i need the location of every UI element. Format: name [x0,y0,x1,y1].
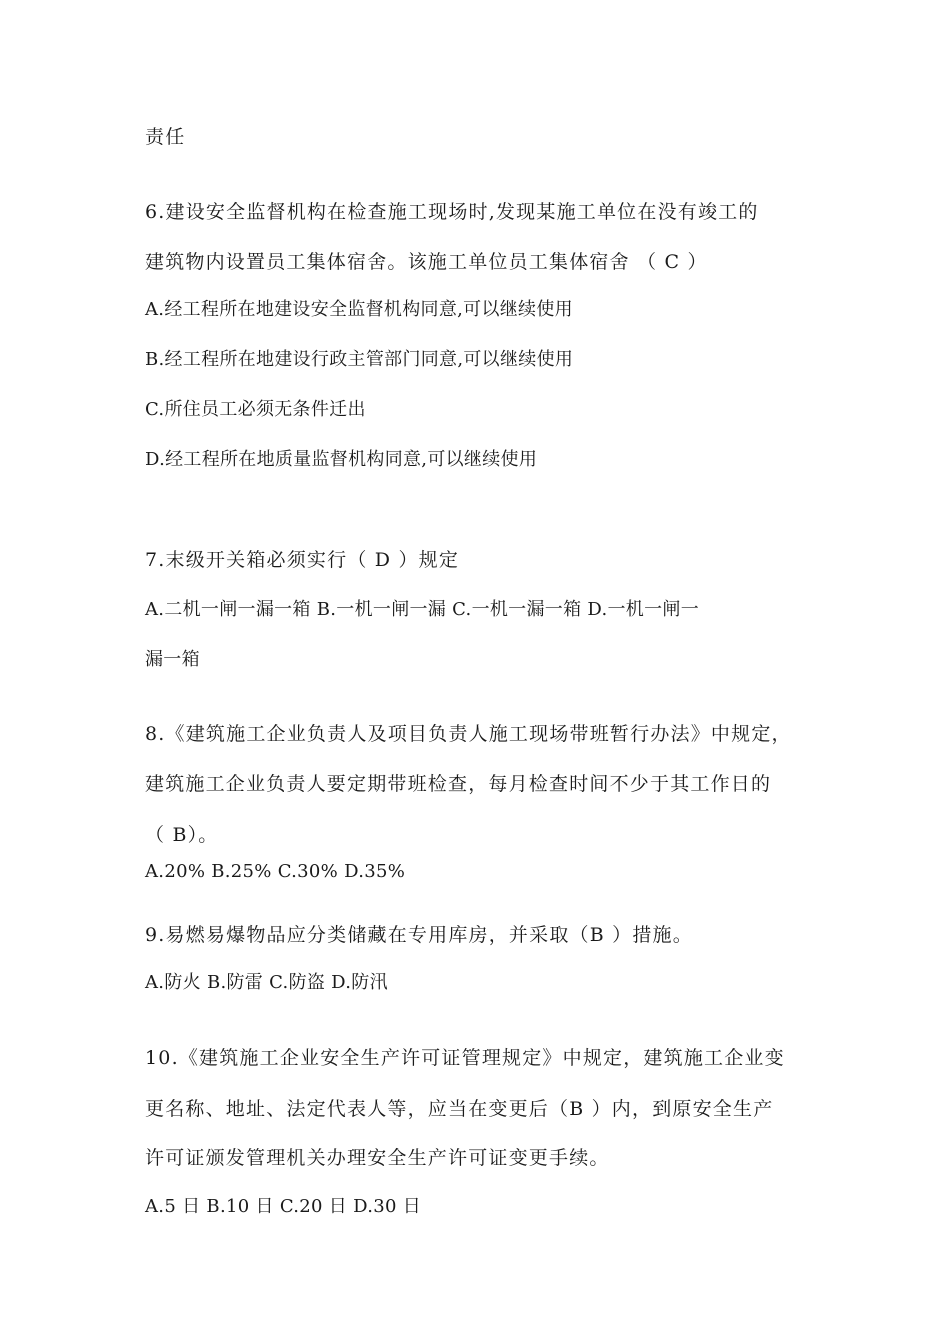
q10-line-3: 许可证颁发管理机关办理安全生产许可证变更手续。 [145,1147,610,1169]
continuation-text: 责任 [145,126,186,148]
q6-option-b: B.经工程所在地建设行政主管部门同意,可以继续使用 [145,349,574,370]
q7-options-line-1: A.二机一闸一漏一箱 B.一机一闸一漏 C.一机一漏一箱 D.一机一闸一 [145,599,699,620]
q9-line-1: 9.易燃易爆物品应分类储藏在专用库房，并采取（B ）措施。 [145,924,693,946]
q6-line-2: 建筑物内设置员工集体宿舍。该施工单位员工集体宿舍 （ C ） [145,251,708,273]
q7-options-line-2: 漏一箱 [145,649,200,670]
q9-options: A.防火 B.防雷 C.防盗 D.防汛 [145,972,388,993]
q10-line-2: 更名称、地址、法定代表人等，应当在变更后（B ）内，到原安全生产 [145,1098,774,1120]
q8-line-2: 建筑施工企业负责人要定期带班检查，每月检查时间不少于其工作日的 [145,773,772,795]
q10-line-1: 10.《建筑施工企业安全生产许可证管理规定》中规定，建筑施工企业变 [145,1047,785,1069]
q6-option-a: A.经工程所在地建设安全监督机构同意,可以继续使用 [145,299,573,320]
q10-options: A.5 日 B.10 日 C.20 日 D.30 日 [145,1196,422,1217]
q6-option-d: D.经工程所在地质量监督机构同意,可以继续使用 [145,449,538,470]
q6-option-c: C.所住员工必须无条件迁出 [145,399,366,420]
q8-options: A.20% B.25% C.30% D.35% [145,861,406,882]
q6-line-1: 6.建设安全监督机构在检查施工现场时,发现某施工单位在没有竣工的 [145,201,759,223]
q8-line-3: （ B）。 [145,824,219,846]
q8-line-1: 8.《建筑施工企业负责人及项目负责人施工现场带班暂行办法》中规定， [145,723,792,745]
q7-line-1: 7.末级开关箱必须实行（ D ）规定 [145,549,460,571]
